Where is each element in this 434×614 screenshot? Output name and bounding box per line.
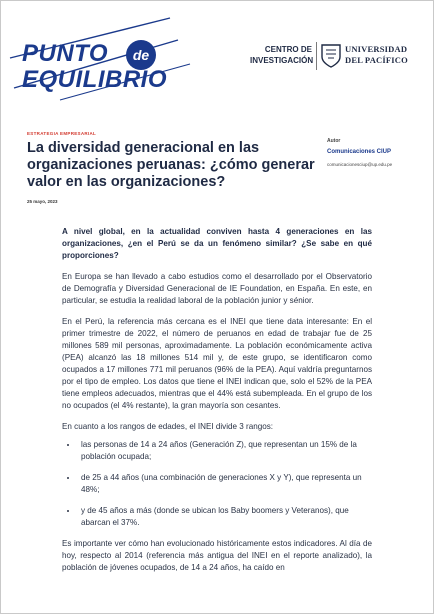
paragraph-evolucion: Es importante ver cómo han evolucionado históricamente estos indicadores. Al día de hoy, respecto al 2014 (referencia más antigua del INEI en el reporte analizado), la población de jóvenes ocupados, de 14 a 24 años, ha caído en: [62, 539, 372, 572]
logo-divider: [316, 42, 317, 70]
centro-line2: INVESTIGACIÓN: [250, 56, 314, 65]
universidad-line2: DEL PACÍFICO: [345, 55, 408, 65]
brand-de-badge: de: [126, 40, 156, 70]
university-seal-icon: [319, 43, 343, 69]
author-name-link[interactable]: Comunicaciones CIUP: [327, 149, 392, 155]
centro-investigacion-logo: [250, 44, 312, 66]
age-range-list: [62, 439, 372, 529]
brand-equilibrio: EQUILIBRIO: [22, 66, 168, 93]
article-date: 25 mayo, 2023: [27, 199, 58, 204]
lead-paragraph: A nivel global, en la actualidad conviven hasta 4 generaciones en las organizaciones, ¿en el Perú se da un fenómeno similar? ¿Se sabe en qué proporciones?: [62, 227, 372, 260]
article-title: La diversidad generacional en las organizaciones peruanas: ¿cómo generar valor en las organizaciones?: [27, 140, 315, 190]
list-item: • y de 45 años a más (donde se ubican los Baby boomers y Veteranos), que abarcan el 37%.: [78, 505, 372, 529]
header: [0, 0, 434, 118]
brand-punto: PUNTO: [22, 40, 109, 67]
paragraph-rangos: En cuanto a los rangos de edades, el INEI divide 3 rangos:: [62, 422, 274, 431]
list-item: • de 25 a 44 años (una combinación de generaciones X y Y), que representa un 48%;: [78, 472, 372, 496]
centro-line1: CENTRO DE: [264, 45, 312, 54]
universidad-logo: [345, 44, 431, 66]
article-body: [62, 226, 372, 583]
universidad-line1: UNIVERSIDAD: [345, 44, 408, 54]
author-email-link[interactable]: comunicacionesciup@up.edu.pe: [327, 162, 393, 167]
article-category: ESTRATEGIA EMPRESARIAL: [27, 131, 97, 136]
author-label: Autor: [327, 138, 341, 144]
paragraph-peru: En el Perú, la referencia más cercana es el INEI que tiene data interesante: En el primer trimestre de 2022, el número de peruanos en edad de trabajar fue de 25 millones 589 mil personas, aproximadamente. La población económicamente activa (PEA) alcanzó las 18 millones 514 mil y, de este grupo, se identificaron como ocupados a 17 millones 771 mil peruanos (96% de la PEA). Aquí valdría preguntarnos por el tipo de empleo. Los datos que tiene el INEI indican que, solo el 52% de la PEA tiene empleos adecuados, mientras que el 44% está subempleada. En el grupo de los no ocupados (el 4% restante), la gran mayoría son cesantes.: [62, 317, 372, 410]
paragraph-europa: En Europa se han llevado a cabo estudios como el desarrollado por el Observatorio de Demografía y Diversidad Generacional de IE Foundation, en España. En este, en particular, se estudia la realidad laboral de la población junior y sénior.: [62, 272, 372, 305]
list-item: • las personas de 14 a 24 años (Generación Z), que representan un 15% de la población ocupada;: [78, 439, 372, 463]
